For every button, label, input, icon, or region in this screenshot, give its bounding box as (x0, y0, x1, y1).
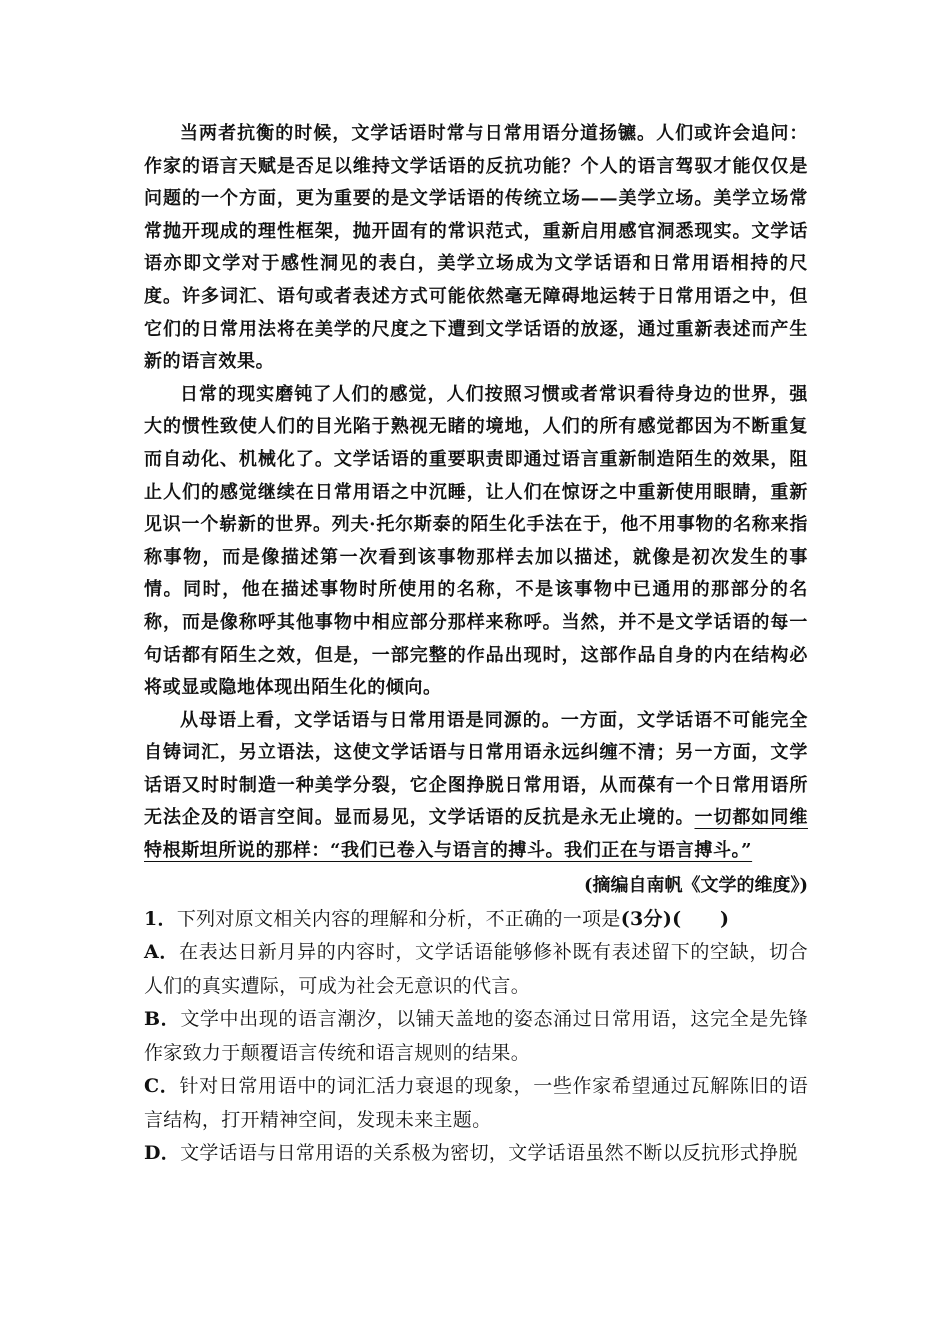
option-text: 文学中出现的语言潮汐，以铺天盖地的姿态涌过日常用语，这完全是先锋作家致力于颠覆语言传统和语言规则的结果。 (144, 1008, 808, 1064)
question-score: (3分)( ) (620, 907, 730, 930)
question-text: 下列对原文相关内容的理解和分析，不正确的一项是 (176, 907, 621, 930)
question-stem (144, 903, 808, 937)
option-text: 文学话语与日常用语的关系极为密切，文学话语虽然不断以反抗形式挣脱 (180, 1142, 798, 1165)
passage-paragraph-2: 日常的现实磨钝了人们的感觉，人们按照习惯或者常识看待身边的世界，强大的惯性致使人们的目光陷于熟视无睹的境地，人们的所有感觉都因为不断重复而自动化、机械化了。文学话语的重要职责即通过语言重新制造陌生的效果，阻止人们的感觉继续在日常用语之中沉睡，让人们在惊讶之中重新使用眼睛，重新见识一个崭新的世界。列夫·托尔斯泰的陌生化手法在于，他不用事物的名称来指称事物，而是像描述第一次看到该事物那样去加以描述，就像是初次发生的事情。同时，他在描述事物时所使用的名称，不是该事物中已通用的那部分的名称，而是像称呼其他事物中相应部分那样来称呼。当然，并不是文学话语的每一句话都有陌生之效，但是，一部完整的作品出现时，这部作品自身的内在结构必将或显或隐地体现出陌生化的倾向。 (144, 383, 808, 699)
option-letter: B． (144, 1008, 181, 1031)
option-a (144, 936, 808, 1003)
question-1 (144, 903, 808, 1171)
underlined-quote: 一切都如同维特根斯坦所说的那样：“我们已卷入与语言的搏斗。我们正在与语言搏斗。” (144, 807, 808, 862)
paragraph-3-text: 从母语上看，文学话语与日常用语是同源的。一方面，文学话语不可能完全自铸词汇，另立语法，这使文学话语与日常用语永远纠缠不清；另一方面，文学话语又时时制造一种美学分裂，它企图挣脱日常用语，从而葆有一个日常用语所无法企及的语言空间。显而易见，文学话语的反抗是永无止境的。 (144, 709, 808, 829)
option-d (144, 1137, 808, 1171)
option-letter: C． (144, 1075, 180, 1098)
passage-paragraph-1: 当两者抗衡的时候，文学话语时常与日常用语分道扬镳。人们或许会追问：作家的语言天赋是否足以维持文学话语的反抗功能？个人的语言驾驭才能仅仅是问题的一个方面，更为重要的是文学话语的传统立场——美学立场。美学立场常常抛开现成的理性框架，抛开固有的常识范式，重新启用感官洞悉现实。文学话语亦即文学对于感性洞见的表白，美学立场成为文学话语和日常用语相持的尺度。许多词汇、语句或者表述方式可能依然毫无障碍地运转于日常用语之中，但它们的日常用法将在美学的尺度之下遭到文学话语的放逐，通过重新表述而产生新的语言效果。 (144, 123, 808, 373)
question-number: 1． (144, 907, 177, 930)
passage-paragraph-3 (144, 705, 808, 868)
option-text: 针对日常用语中的词汇活力衰退的现象，一些作家希望通过瓦解陈旧的语言结构，打开精神空间，发现未来主题。 (144, 1075, 808, 1131)
option-b (144, 1003, 808, 1070)
option-letter: D． (144, 1142, 181, 1165)
reading-passage (144, 118, 808, 902)
option-c (144, 1070, 808, 1137)
option-text: 在表达日新月异的内容时，文学话语能够修补既有表述留下的空缺，切合人们的真实遭际，可成为社会无意识的代言。 (144, 941, 808, 997)
option-letter: A． (144, 941, 180, 964)
passage-source: (摘编自南帆《文学的维度》) (583, 874, 808, 896)
